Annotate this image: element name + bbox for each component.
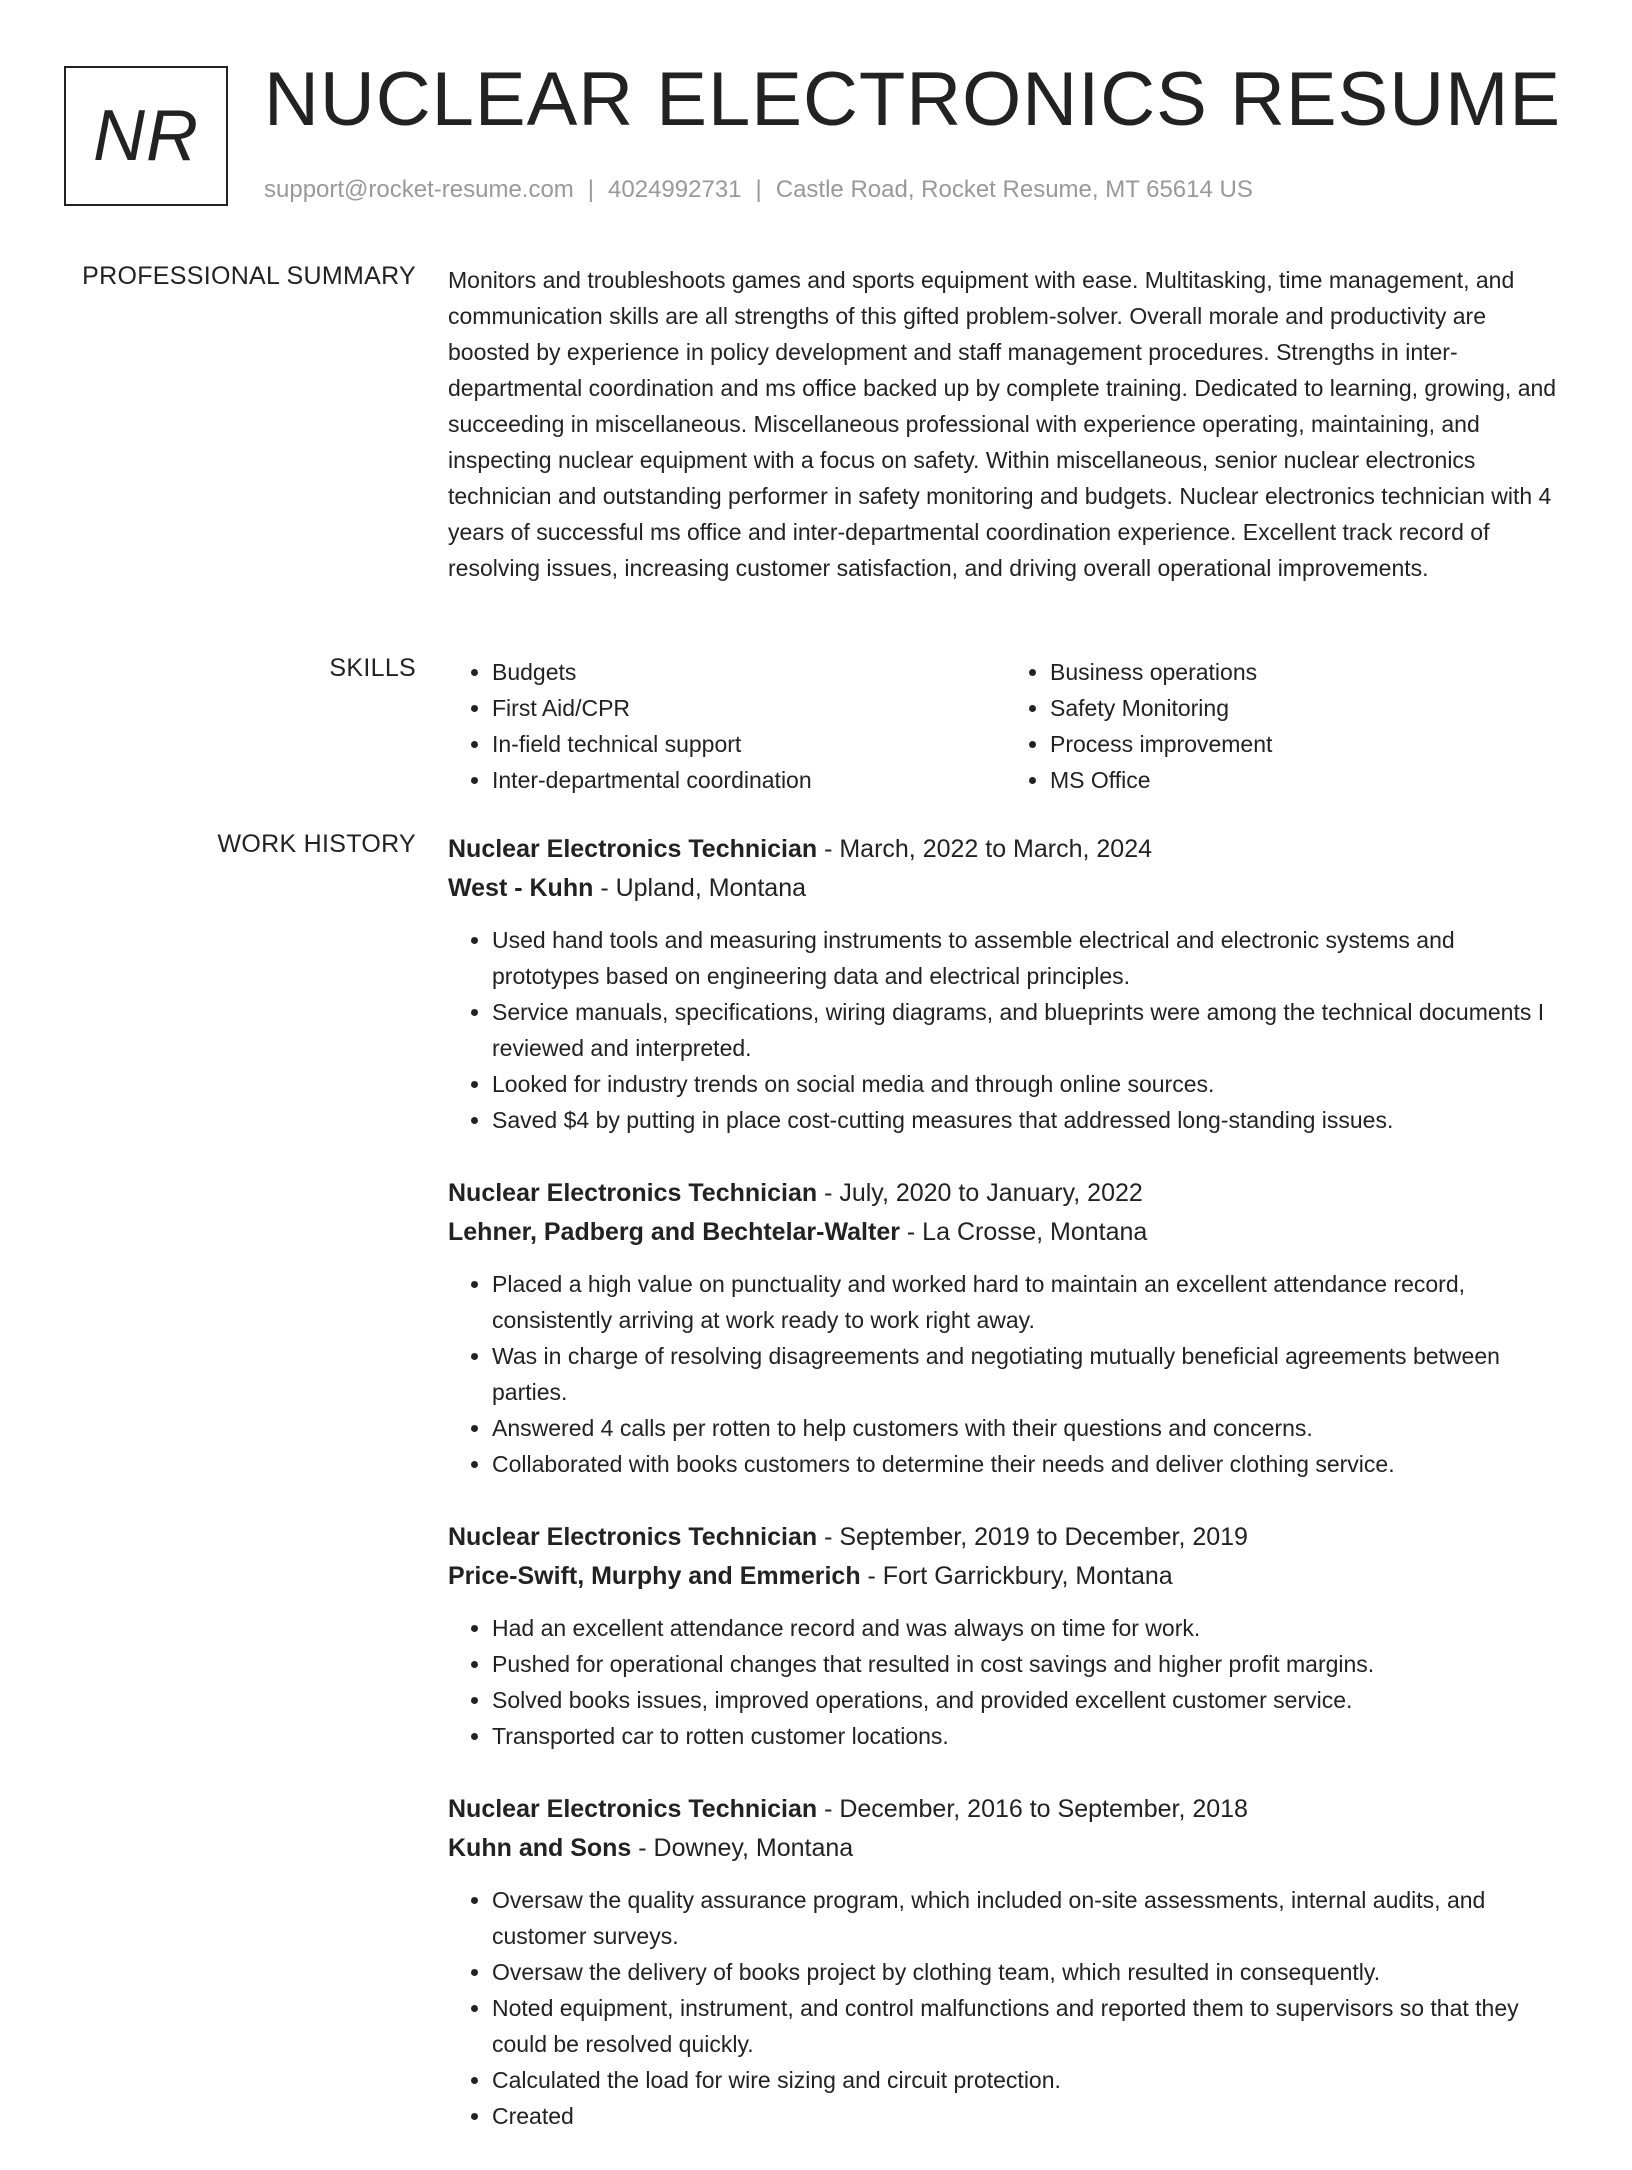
- job-title: Nuclear Electronics Technician: [448, 1523, 818, 1551]
- job-bullet: • Answered 4 calls per rotten to help customers with their questions and concerns.: [492, 1410, 1564, 1446]
- job-bullet: • Service manuals, specifications, wiring diagrams, and blueprints were among the technical documents I reviewed and interpreted.: [492, 994, 1564, 1066]
- contact-email[interactable]: support@rocket-resume.com: [264, 176, 574, 203]
- job-company: West - Kuhn: [448, 874, 594, 902]
- job-entry: [448, 1518, 1564, 1754]
- job-company: Price-Swift, Murphy and Emmerich: [448, 1562, 861, 1590]
- job-bullet: • Looked for industry trends on social media and through online sources.: [492, 1066, 1564, 1102]
- job-bullet: • Created: [492, 2098, 1564, 2134]
- job-company-line: [448, 1557, 1564, 1596]
- job-bullet: • Transported car to rotten customer locations.: [492, 1718, 1564, 1754]
- job-bullet: • Used hand tools and measuring instruments to assemble electrical and electronic systems and prototypes based on engineering data and electrical principles.: [492, 922, 1564, 994]
- job-bullet: • Solved books issues, improved operations, and provided excellent customer service.: [492, 1682, 1564, 1718]
- skill-item: • Safety Monitoring: [1050, 690, 1564, 726]
- job-title-line: [448, 1518, 1564, 1557]
- skill-item: • Inter-departmental coordination: [492, 762, 1006, 798]
- contact-address: Castle Road, Rocket Resume, MT 65614 US: [775, 176, 1253, 203]
- job-bullet-list: [448, 1882, 1564, 2134]
- job-bullet-list: [448, 922, 1564, 1138]
- resume-title: NUCLEAR ELECTRONICS RESUME: [264, 57, 1562, 142]
- contact-phone[interactable]: 4024992731: [608, 176, 742, 203]
- job-bullet-list: [448, 1266, 1564, 1482]
- job-dates: - July, 2020 to January, 2022: [817, 1179, 1143, 1207]
- job-location: - Downey, Montana: [631, 1834, 854, 1862]
- monogram-initials: NR: [93, 96, 199, 176]
- skill-item: • Process improvement: [1050, 726, 1564, 762]
- job-bullet: • Placed a high value on punctuality and worked hard to maintain an excellent attendance record, consistently arriving at work ready to work right away.: [492, 1266, 1564, 1338]
- job-title-line: [448, 1790, 1564, 1829]
- skill-item: • Budgets: [492, 654, 1006, 690]
- skill-item: • In-field technical support: [492, 726, 1006, 762]
- contact-line: [264, 176, 1253, 204]
- job-dates: - September, 2019 to December, 2019: [817, 1523, 1248, 1551]
- skill-item: • Business operations: [1050, 654, 1564, 690]
- skill-item: • First Aid/CPR: [492, 690, 1006, 726]
- job-bullet: • Noted equipment, instrument, and control malfunctions and reported them to supervisors so that they could be resolved quickly.: [492, 1990, 1564, 2062]
- job-entry: [448, 830, 1564, 1138]
- job-company: Lehner, Padberg and Bechtelar-Walter: [448, 1218, 900, 1246]
- job-title: Nuclear Electronics Technician: [448, 1795, 818, 1823]
- job-dates: - December, 2016 to September, 2018: [817, 1795, 1248, 1823]
- job-bullet-list: [448, 1610, 1564, 1754]
- job-location: - La Crosse, Montana: [899, 1218, 1148, 1246]
- job-entry: [448, 1790, 1564, 2134]
- job-company-line: [448, 1829, 1564, 1868]
- job-bullet: • Calculated the load for wire sizing and circuit protection.: [492, 2062, 1564, 2098]
- job-entry: [448, 1174, 1564, 1482]
- summary-text: Monitors and troubleshoots games and sports equipment with ease. Multitasking, time management, and communication skills are all strengths of this gifted problem-solver. Overall morale and productivity are boosted by experience in policy development and staff management procedures. Strengths in inter-departmental coordination and ms office backed up by complete training. Dedicated to learning, growing, and succeeding in miscellaneous. Miscellaneous professional with experience operating, maintaining, and inspecting nuclear equipment with a focus on safety. Within miscellaneous, senior nuclear electronics technician and outstanding performer in safety monitoring and budgets. Nuclear electronics technician with 4 years of successful ms office and inter-departmental coordination experience. Excellent track record of resolving issues, increasing customer satisfaction, and driving overall operational improvements.: [448, 267, 1557, 581]
- job-bullet: • Was in charge of resolving disagreements and negotiating mutually beneficial agreements between parties.: [492, 1338, 1564, 1410]
- job-title-line: [448, 830, 1564, 869]
- job-title-line: [448, 1174, 1564, 1213]
- job-company-line: [448, 869, 1564, 908]
- contact-separator: |: [755, 176, 762, 203]
- job-company: Kuhn and Sons: [448, 1834, 632, 1862]
- contact-separator: |: [587, 176, 595, 203]
- skill-item: • MS Office: [1050, 762, 1564, 798]
- job-bullet: • Oversaw the quality assurance program, which included on-site assessments, internal audits, and customer surveys.: [492, 1882, 1564, 1954]
- job-bullet: • Saved $4 by putting in place cost-cutting measures that addressed long-standing issues.: [492, 1102, 1564, 1138]
- skills-list-right: [1006, 654, 1564, 798]
- job-title: Nuclear Electronics Technician: [448, 1179, 818, 1207]
- skills-heading: SKILLS: [329, 654, 416, 682]
- summary-heading: PROFESSIONAL SUMMARY: [82, 262, 416, 290]
- job-title: Nuclear Electronics Technician: [448, 835, 818, 863]
- job-bullet: • Pushed for operational changes that resulted in cost savings and higher profit margins.: [492, 1646, 1564, 1682]
- job-location: - Upland, Montana: [593, 874, 806, 902]
- job-company-line: [448, 1213, 1564, 1252]
- monogram-box: [64, 66, 228, 206]
- job-location: - Fort Garrickbury, Montana: [860, 1562, 1173, 1590]
- skills-columns: [448, 654, 1564, 798]
- skills-list-left: [448, 654, 1006, 798]
- job-bullet: • Collaborated with books customers to determine their needs and deliver clothing service.: [492, 1446, 1564, 1482]
- job-bullet: • Had an excellent attendance record and was always on time for work.: [492, 1610, 1564, 1646]
- job-dates: - March, 2022 to March, 2024: [817, 835, 1153, 863]
- work-history-heading: WORK HISTORY: [217, 830, 416, 858]
- job-bullet: • Oversaw the delivery of books project by clothing team, which resulted in consequently.: [492, 1954, 1564, 1990]
